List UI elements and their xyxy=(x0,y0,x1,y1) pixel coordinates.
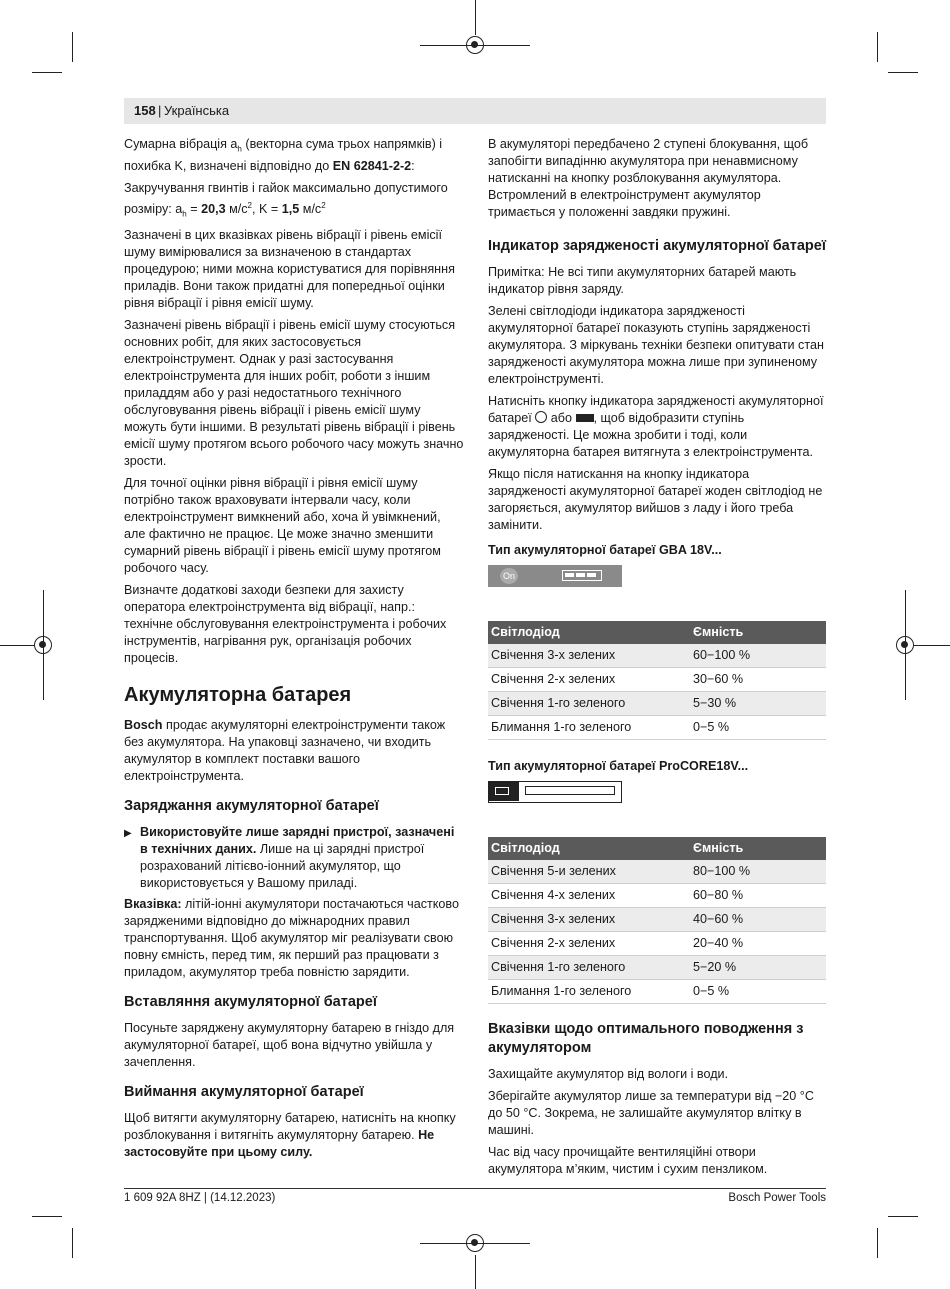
gba-battery-indicator-icon xyxy=(488,565,622,587)
crop-mark xyxy=(888,1216,918,1217)
crop-mark xyxy=(877,1228,878,1258)
battery-type-procore: Тип акумуляторної батареї ProCORE18V... xyxy=(488,759,749,773)
table-header-row xyxy=(488,837,826,860)
page-number: 158 xyxy=(134,103,156,118)
subheading-charging: Заряджання акумуляторної батареї xyxy=(124,798,379,815)
paragraph: Зелені світлодіоди індикатора зарядженості акумуляторної батареї показують ступінь зарядженості акумулятора. З міркувань техніки безпеки опитувати стан зарядженості акумулятора можна лише при зупиненому електроінструменті. xyxy=(488,304,824,386)
battery-cells-icon xyxy=(525,786,615,795)
table-row: Блимання 1-го зеленого 0−5 % xyxy=(488,980,826,1004)
crop-mark xyxy=(72,1228,73,1258)
procore-led-table xyxy=(488,837,826,1004)
registration-mark-icon xyxy=(34,636,52,654)
battery-button-icon xyxy=(576,414,594,422)
paragraph: В акумуляторі передбачено 2 ступені блокування, щоб запобігти випадінню акумулятора при ненавмисному натисканні на кнопку розблокування акумулятора. Встромлений в електроінструмент акумулятор тримається у положенні завдяки пружині. xyxy=(488,137,809,219)
paragraph: Примітка: Не всі типи акумуляторних батарей мають індикатор рівня заряду. xyxy=(488,265,797,296)
paragraph: Посуньте заряджену акумуляторну батарею в гніздо для акумуляторної батареї, щоб вона відчутно увійшла у зачеплення. xyxy=(124,1021,455,1070)
table-header-row xyxy=(488,621,826,644)
table-row: Свічення 5-и зелених 80−100 % xyxy=(488,860,826,884)
header-separator: | xyxy=(158,103,162,118)
footer-brand: Bosch Power Tools xyxy=(728,1192,826,1204)
note-paragraph: Вказівка: літій-іонні акумулятори постачаються частково зарядженими відповідно до міжнародних правил транспортування. Щоб акумулятор міг реалізувати свою повну ємність, перед тим, як перший раз працювати з приладом, акумулятор треба повністю зарядити. xyxy=(124,897,459,980)
crop-mark xyxy=(475,1255,476,1289)
table-row: Свічення 3-х зелених 40−60 % xyxy=(488,908,826,932)
subheading-indicator: Індикатор зарядженості акумуляторної батареї xyxy=(488,238,826,254)
bullet-item: ▶ Використовуйте лише зарядні пристрої, зазначені в технічних даних. Лише на ці зарядні пристрої розрахований літієво-іонний акумулятор, що використовується у Вашому приладі. xyxy=(124,825,455,891)
screw-tightening-paragraph: Закручування гвинтів і гайок максимально допустимого розміру: $a_h = 20,3$ $м/с^2$, K = 1,5 $м/с^2$ xyxy=(124,180,448,219)
table-row: Свічення 2-х зелених 30−60 % xyxy=(488,668,826,692)
table-row: Свічення 2-х зелених 20−40 % xyxy=(488,932,826,956)
crop-mark xyxy=(877,32,878,62)
on-button-icon: On xyxy=(500,568,518,584)
paragraph: Час від часу прочищайте вентиляційні отвори акумулятора м’яким, чистим і сухим пензликом. xyxy=(488,1145,768,1176)
crop-mark xyxy=(888,72,918,73)
subheading-remove: Виймання акумуляторної батареї xyxy=(124,1084,364,1101)
paragraph: Якщо після натискання на кнопку індикатора зарядженості акумуляторної батареї жоден світлодіод не загоряється, акумулятор вийшов з ладу і його треба замінити. xyxy=(488,467,823,532)
registration-mark-icon xyxy=(896,636,914,654)
crop-mark xyxy=(0,645,35,646)
header-language: Українська xyxy=(164,103,230,118)
table-row: Свічення 4-х зелених 60−80 % xyxy=(488,884,826,908)
column-header: Ємність xyxy=(690,621,826,644)
battery-intro-paragraph: Bosch продає акумуляторні електроінструменти також без акумулятора. На упаковці зазначено, чи входить акумулятор в комплект поставки вашого електроінструмента. xyxy=(124,718,446,784)
crop-mark xyxy=(914,645,950,646)
paragraph: Захищайте акумулятор від вологи і води. xyxy=(488,1067,729,1081)
paragraph: Зберігайте акумулятор лише за температури від −20 °C до 50 °C. Зокрема, не залишайте акумулятор влітку в машині. xyxy=(488,1089,814,1137)
paragraph: Зазначені рівень вібрації і рівень емісії шуму стосуються основних робіт, для яких застосовується електроінструмент. Однак у разі застосування електроінструмента для інших робіт, роботи з іншим приладдям або у разі недостатнього технічного обслуговування рівень вібрації і рівень емісії шуму можуть бути іншими. В результаті рівень вібрації і рівень емісії шуму протягом всього робочого часу можуть значно зрости. xyxy=(124,318,464,469)
triangle-bullet-icon: ▶ xyxy=(124,828,132,840)
right-column xyxy=(488,136,828,1183)
column-header: Світлодіод xyxy=(488,837,690,860)
footer-doc-number: 1 609 92A 8HZ | (14.12.2023) xyxy=(124,1192,276,1204)
vibration-sum-paragraph: Сумарна вібрація $a_h$ (векторна сума трьох напрямків) і похибка K, визначені відповідно до EN 62841-2-2: xyxy=(124,137,443,173)
battery-type-gba: Тип акумуляторної батареї GBA 18V... xyxy=(488,543,722,557)
indicator-button-paragraph: Натисніть кнопку індикатора зарядженості акумуляторної батареї або , щоб відобразити ступінь зарядженості. Це можна зробити і тоді, коли акумуляторна батарея витягнута з електроінструмента. xyxy=(488,394,824,459)
crop-mark xyxy=(32,72,62,73)
crop-mark xyxy=(32,1216,62,1217)
section-heading-battery: Акумуляторна батарея xyxy=(124,684,352,707)
remove-paragraph: Щоб витягти акумуляторну батарею, натисніть на кнопку розблокування і витягніть акумуляторну батарею. Не застосовуйте при цьому силу. xyxy=(124,1111,456,1160)
footer-divider xyxy=(124,1188,826,1189)
on-button-icon xyxy=(535,411,547,423)
subheading-handling: Вказівки щодо оптимального поводження з акумулятором xyxy=(488,1021,804,1056)
procore-battery-indicator-icon xyxy=(488,781,622,803)
paragraph: Визначте додаткові заходи безпеки для захисту оператора електроінструмента від вібрації, напр.: технічне обслуговування електроінструмента і робочих інструментів, нагрівання рук, організація робочих процесів. xyxy=(124,583,447,666)
paragraph: Зазначені в цих вказівках рівень вібрації і рівень емісії шуму вимірювалися за визначеною в стандартах процедурою; ними можна користуватися для порівняння приладів. Вони також придатні для попередньої оцінки рівня вібрації і рівня емісії шуму. xyxy=(124,228,455,311)
table-row: Свічення 3-х зелених 60−100 % xyxy=(488,644,826,668)
column-header: Світлодіод xyxy=(488,621,690,644)
table-row: Свічення 1-го зеленого 5−30 % xyxy=(488,692,826,716)
crop-mark xyxy=(475,0,476,35)
table-row: Блимання 1-го зеленого 0−5 % xyxy=(488,716,826,740)
registration-mark-icon xyxy=(466,36,484,54)
table-row: Свічення 1-го зеленого 5−20 % xyxy=(488,956,826,980)
page-header xyxy=(124,98,826,124)
battery-button-icon xyxy=(489,782,519,801)
crop-mark xyxy=(72,32,73,62)
gba-led-table xyxy=(488,621,826,740)
battery-cells-icon xyxy=(562,570,602,581)
column-header: Ємність xyxy=(690,837,826,860)
subheading-insert: Вставляння акумуляторної батареї xyxy=(124,994,377,1011)
left-column xyxy=(124,136,464,1166)
paragraph: Для точної оцінки рівня вібрації і рівня емісії шуму потрібно також враховувати інтервали часу, коли електроінструмент вимкнений або, хоча й увімкнений, але фактично не працює. Це може значно зменшити сумарний рівень вібрації і рівень емісії шуму протягом робочого часу. xyxy=(124,476,441,576)
registration-mark-icon xyxy=(466,1234,484,1252)
